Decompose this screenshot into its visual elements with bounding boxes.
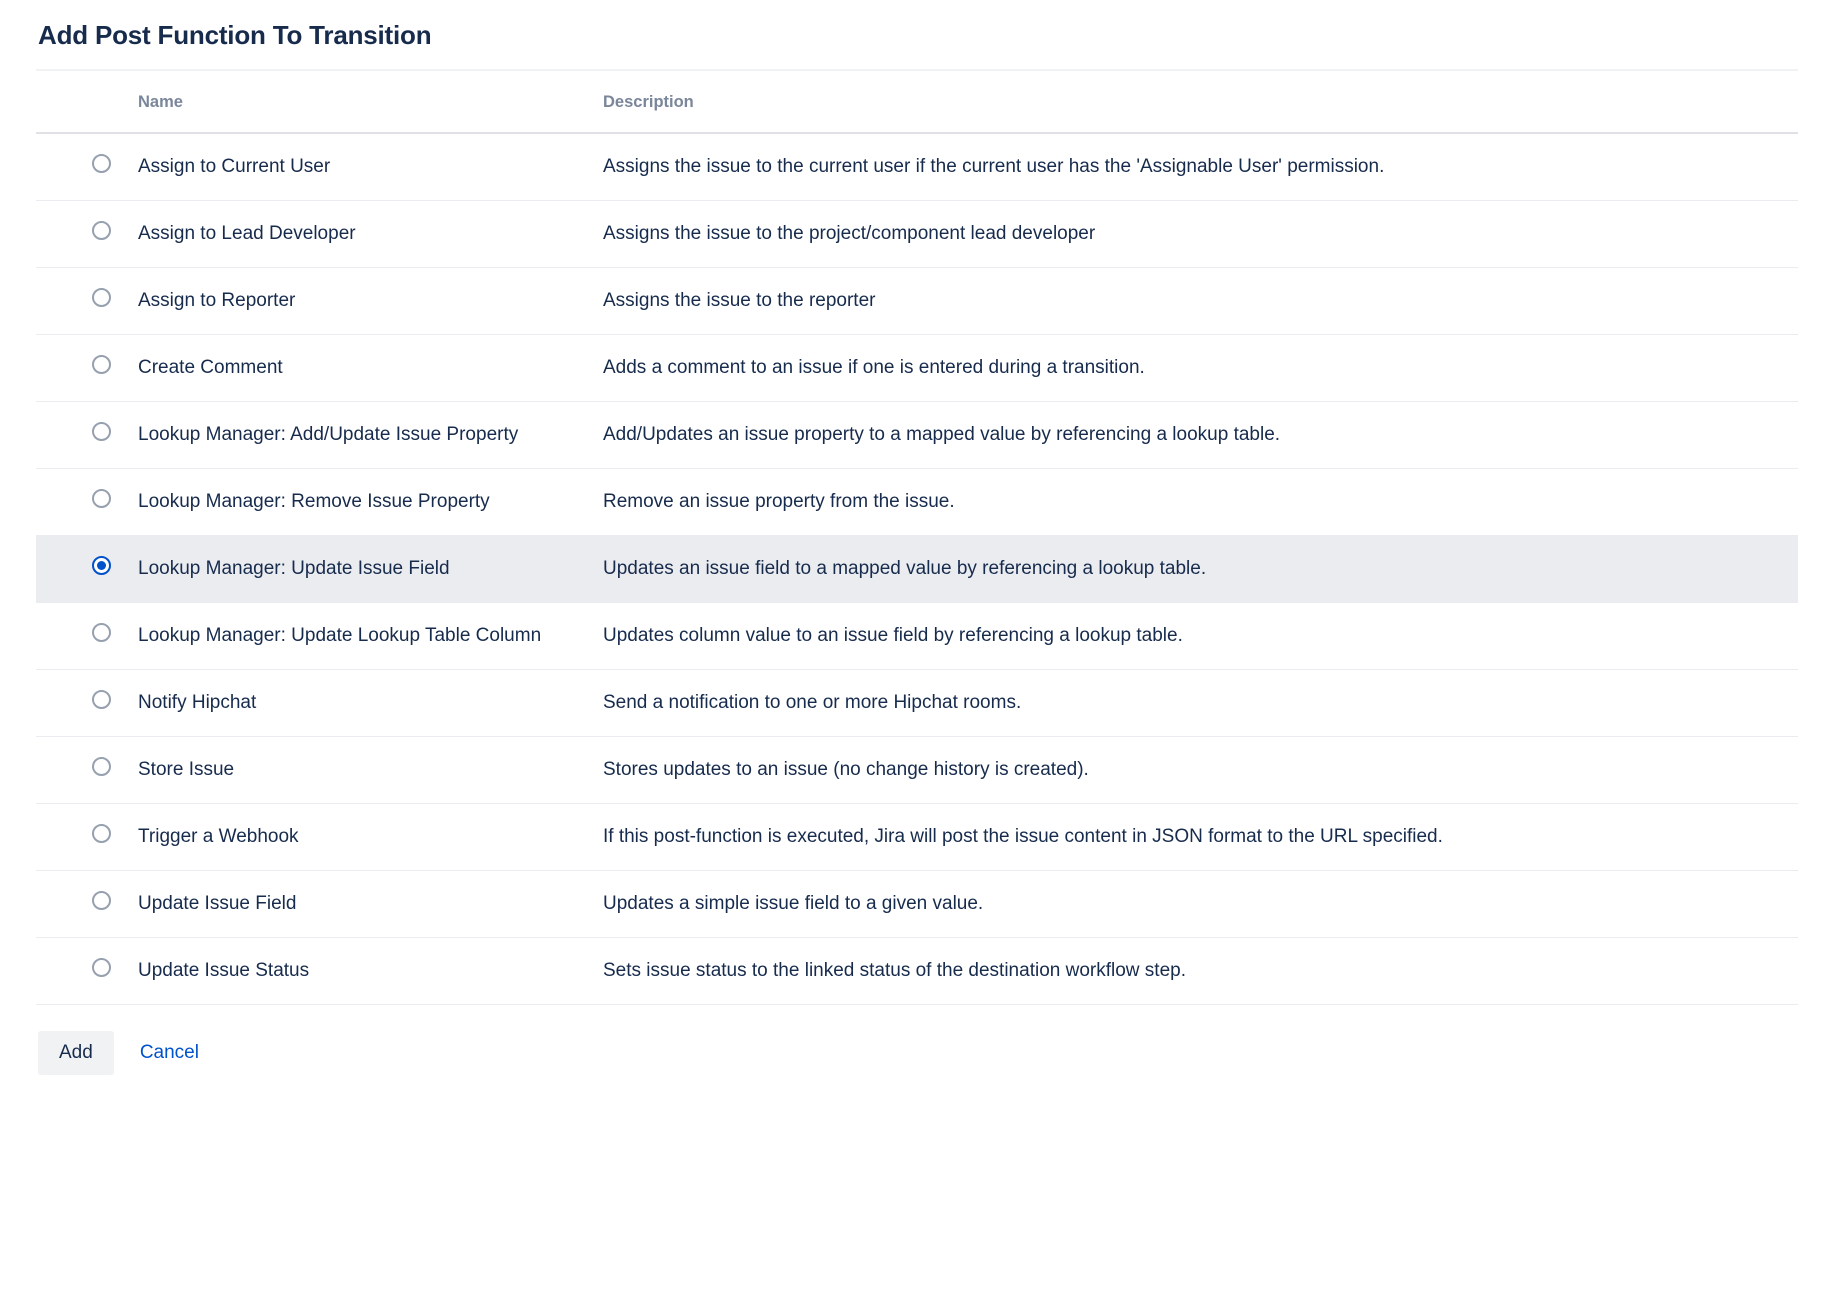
row-select-cell[interactable] (36, 603, 136, 670)
row-select-cell[interactable] (36, 469, 136, 536)
table-row[interactable] (36, 268, 1798, 335)
table-row[interactable] (36, 536, 1798, 603)
table-row[interactable] (36, 201, 1798, 268)
row-name: Assign to Lead Developer (136, 201, 601, 268)
row-select-cell[interactable] (36, 670, 136, 737)
add-button[interactable]: Add (38, 1031, 114, 1075)
radio-button-icon[interactable] (92, 757, 111, 776)
table-body (36, 133, 1798, 1005)
row-select-cell[interactable] (36, 133, 136, 201)
table-row[interactable] (36, 335, 1798, 402)
row-select-cell[interactable] (36, 938, 136, 1005)
row-select-cell[interactable] (36, 804, 136, 871)
radio-button-icon[interactable] (92, 824, 111, 843)
row-name: Store Issue (136, 737, 601, 804)
row-description: Stores updates to an issue (no change history is created). (601, 737, 1798, 804)
table-row[interactable] (36, 871, 1798, 938)
column-header-select (36, 71, 136, 133)
row-description: Assigns the issue to the reporter (601, 268, 1798, 335)
table-header-row (36, 71, 1798, 133)
radio-button-icon[interactable] (92, 154, 111, 173)
row-description: Sets issue status to the linked status of the destination workflow step. (601, 938, 1798, 1005)
row-description: Assigns the issue to the current user if the current user has the 'Assignable User' permission. (601, 133, 1798, 201)
radio-button-icon[interactable] (92, 288, 111, 307)
table-row[interactable] (36, 804, 1798, 871)
radio-button-icon[interactable] (92, 623, 111, 642)
radio-button-icon[interactable] (92, 891, 111, 910)
row-select-cell[interactable] (36, 737, 136, 804)
row-select-cell[interactable] (36, 536, 136, 603)
row-select-cell[interactable] (36, 201, 136, 268)
row-description: Remove an issue property from the issue. (601, 469, 1798, 536)
row-name: Assign to Reporter (136, 268, 601, 335)
row-description: Updates column value to an issue field by referencing a lookup table. (601, 603, 1798, 670)
row-name: Update Issue Status (136, 938, 601, 1005)
column-header-description: Description (601, 71, 1798, 133)
table-row[interactable] (36, 737, 1798, 804)
row-select-cell[interactable] (36, 871, 136, 938)
radio-button-icon[interactable] (92, 355, 111, 374)
row-name: Notify Hipchat (136, 670, 601, 737)
row-description: Send a notification to one or more Hipchat rooms. (601, 670, 1798, 737)
row-name: Lookup Manager: Add/Update Issue Property (136, 402, 601, 469)
cancel-link[interactable]: Cancel (139, 1042, 199, 1064)
row-description: Updates an issue field to a mapped value by referencing a lookup table. (601, 536, 1798, 603)
table-row[interactable] (36, 670, 1798, 737)
row-name: Assign to Current User (136, 133, 601, 201)
row-select-cell[interactable] (36, 402, 136, 469)
table-row[interactable] (36, 603, 1798, 670)
row-name: Lookup Manager: Update Issue Field (136, 536, 601, 603)
table-row[interactable] (36, 133, 1798, 201)
post-function-table (36, 71, 1798, 1005)
table-row[interactable] (36, 938, 1798, 1005)
row-description: If this post-function is executed, Jira will post the issue content in JSON format to the URL specified. (601, 804, 1798, 871)
form-actions (36, 1005, 1798, 1075)
radio-button-icon[interactable] (92, 422, 111, 441)
row-name: Trigger a Webhook (136, 804, 601, 871)
row-name: Lookup Manager: Remove Issue Property (136, 469, 601, 536)
table-row[interactable] (36, 469, 1798, 536)
table-row[interactable] (36, 402, 1798, 469)
row-select-cell[interactable] (36, 268, 136, 335)
column-header-name: Name (136, 71, 601, 133)
row-description: Add/Updates an issue property to a mapped value by referencing a lookup table. (601, 402, 1798, 469)
table-header (36, 71, 1798, 133)
row-select-cell[interactable] (36, 335, 136, 402)
radio-button-icon[interactable] (92, 958, 111, 977)
row-description: Adds a comment to an issue if one is entered during a transition. (601, 335, 1798, 402)
radio-button-icon[interactable] (92, 221, 111, 240)
radio-button-icon[interactable] (92, 489, 111, 508)
radio-button-icon[interactable] (92, 556, 111, 575)
row-description: Assigns the issue to the project/component lead developer (601, 201, 1798, 268)
row-description: Updates a simple issue field to a given value. (601, 871, 1798, 938)
row-name: Create Comment (136, 335, 601, 402)
radio-button-icon[interactable] (92, 690, 111, 709)
page-title: Add Post Function To Transition (38, 20, 432, 50)
row-name: Update Issue Field (136, 871, 601, 938)
row-name: Lookup Manager: Update Lookup Table Column (136, 603, 601, 670)
